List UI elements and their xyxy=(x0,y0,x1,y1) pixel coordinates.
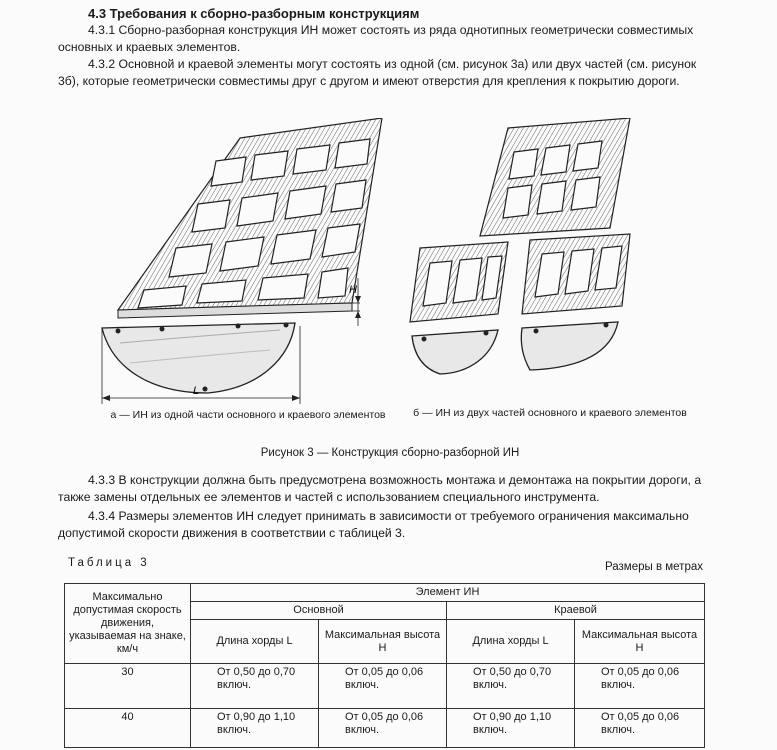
header-edge-chord: Длина хорды L xyxy=(447,620,575,664)
header-element: Элемент ИН xyxy=(191,584,705,602)
cell-speed: 30 xyxy=(65,664,191,709)
table-label: Таблица 3 xyxy=(68,557,150,569)
table-units: Размеры в метрах xyxy=(604,561,703,573)
dimension-h-label: H xyxy=(349,284,357,296)
header-main-chord: Длина хорды L xyxy=(191,620,319,664)
cell-main-h: От 0,05 до 0,06 включ. xyxy=(319,664,447,709)
figure-title: Рисунок 3 — Конструкция сборно-разборной ИН xyxy=(260,447,520,459)
paragraph-text: 4.3.2 Основной и краевой элементы могут состоять из одной (см. рисунок 3а) или двух частей (см. рисунок 3б), которые геометрически совместимы друг с другом и имеют отверстия для крепления к покрытию дороги. xyxy=(58,57,697,88)
header-speed: Максимально допустимая скорость движения, указываемая на знаке, км/ч xyxy=(65,584,191,664)
cell-main-l: От 0,50 до 0,70 включ. xyxy=(191,664,319,709)
table-row xyxy=(65,664,705,709)
cell-edge-h: От 0,05 до 0,06 включ. xyxy=(575,664,705,709)
cell-speed: 40 xyxy=(65,709,191,748)
dimension-l-label: L xyxy=(193,385,200,397)
table-3 xyxy=(64,583,705,748)
cell-edge-l: От 0,90 до 1,10 включ. xyxy=(447,709,575,748)
figure-caption-a: а — ИН из одной части основного и краевого элементов xyxy=(110,409,386,421)
paragraph-4-3-1 xyxy=(58,22,708,56)
table-row xyxy=(65,709,705,748)
paragraph-4-3-3 xyxy=(58,472,708,506)
header-main: Основной xyxy=(191,602,447,620)
figure-b-two-piece xyxy=(410,118,630,374)
figure-caption-b: б — ИН из двух частей основного и краевого элементов xyxy=(413,407,687,419)
paragraph-4-3-2 xyxy=(58,56,708,90)
paragraph-4-3-4 xyxy=(58,508,708,542)
header-edge: Краевой xyxy=(447,602,705,620)
header-main-height: Максимальная высота H xyxy=(319,620,447,664)
cell-edge-h: От 0,05 до 0,06 включ. xyxy=(575,709,705,748)
cell-main-l: От 0,90 до 1,10 включ. xyxy=(191,709,319,748)
section-heading: 4.3 Требования к сборно-разборным конструкциям xyxy=(88,6,420,21)
figure-3-drawing xyxy=(90,118,650,408)
paragraph-text: 4.3.1 Сборно-разборная конструкция ИН может состоять из ряда однотипных геометрически совместимых основных и краевых элементов. xyxy=(58,23,694,54)
header-edge-height: Максимальная высота H xyxy=(575,620,705,664)
figure-a-one-piece xyxy=(102,118,382,404)
paragraph-text: 4.3.4 Размеры элементов ИН следует принимать в зависимости от требуемого ограничения максимально допустимой скорости движения в соответствии с таблицей 3. xyxy=(58,509,689,540)
paragraph-text: 4.3.3 В конструкции должна быть предусмотрена возможность монтажа и демонтажа на покрытии дороги, а также замены отдельных ее элементов и частей с использованием специального инструмента. xyxy=(58,473,702,504)
cell-edge-l: От 0,50 до 0,70 включ. xyxy=(447,664,575,709)
cell-main-h: От 0,05 до 0,06 включ. xyxy=(319,709,447,748)
